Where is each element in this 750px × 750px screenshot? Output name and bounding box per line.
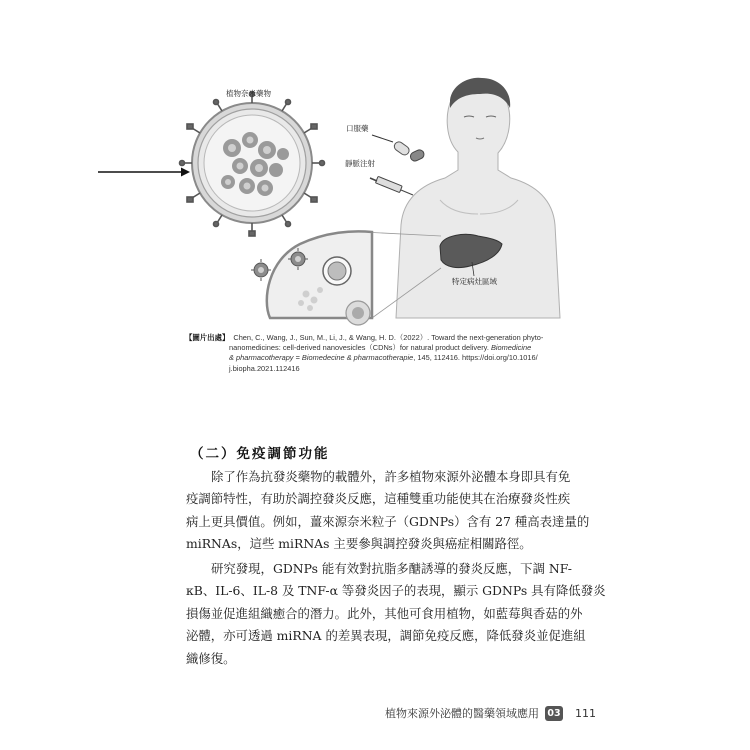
exosome-delivery-figure	[0, 0, 750, 335]
paragraph-line: κB、IL-6、IL-8 及 TNF-α 等發炎因子的表現，顯示 GDNPs 具有降低發炎	[186, 583, 606, 599]
chapter-badge: 03	[545, 706, 563, 721]
page-number: 111	[575, 706, 596, 720]
caption-journal-full: & pharmacotherapy = Biomedecine & pharmacotherapie	[229, 353, 414, 363]
section-heading: （二）免疫調節功能	[190, 446, 330, 462]
nanovesicle-illustration	[180, 92, 325, 237]
label-plant-nanomedicine: 植物奈米藥物	[226, 89, 271, 98]
pointer-arrow	[98, 168, 190, 177]
cell-uptake-illustration	[267, 231, 372, 325]
paragraph-line: 疫調節特性，有助於調控發炎反應，這種雙重功能使其在治療發炎性疾	[186, 491, 571, 507]
label-target-site: 特定病灶區域	[452, 277, 497, 286]
label-oral-drug: 口服藥	[346, 124, 369, 133]
figure-caption	[185, 333, 585, 374]
oral-pointer-line	[372, 135, 393, 142]
caption-line-2: nanomedicines: cell-derived nanovesicles（CDNs）for natural product delivery.	[229, 343, 491, 353]
caption-source-tag: 【圖片出處】	[185, 333, 230, 342]
caption-doi: j.biopha.2021.112416	[229, 363, 300, 373]
paragraph-line: 織修復。	[186, 650, 236, 666]
paragraph-line: 損傷並促進組織癒合的潛力。此外，其他可食用植物，如藍莓與香菇的外	[186, 605, 583, 621]
caption-line-3: , 145, 112416. https://doi.org/10.1016/	[413, 353, 538, 363]
page-footer	[385, 705, 596, 721]
running-title: 植物來源外泌體的醫藥領域應用	[385, 707, 539, 720]
oral-pill-icon	[393, 140, 426, 162]
paragraph-line: 病上更具價值。例如，薑來源奈米粒子（GDNPs）含有 27 種高表達量的	[186, 513, 590, 529]
caption-line-1: Chen, C., Wang, J., Sun, M., Li, J., & Wang, H. D.（2022）. Toward the next-generation phyto-	[233, 333, 544, 342]
paragraph-1	[186, 466, 600, 556]
paragraph-line: 泌體，亦可透過 miRNA 的差異表現，調節免疫反應，降低發炎並促進組	[186, 628, 586, 644]
caption-journal-name: Biomedicine	[490, 343, 532, 353]
paragraph-line: miRNAs，這些 miRNAs 主要參與調控發炎與癌症相關路徑。	[186, 536, 532, 552]
label-iv-injection: 靜脈注射	[345, 159, 375, 168]
paragraph-2	[186, 558, 606, 670]
syringe-icon	[370, 176, 413, 195]
paragraph-line: 除了作為抗發炎藥物的載體外，許多植物來源外泌體本身即具有免	[211, 469, 571, 484]
paragraph-line: 研究發現，GDNPs 能有效對抗脂多醣誘導的發炎反應，下調 NF-	[211, 561, 572, 576]
